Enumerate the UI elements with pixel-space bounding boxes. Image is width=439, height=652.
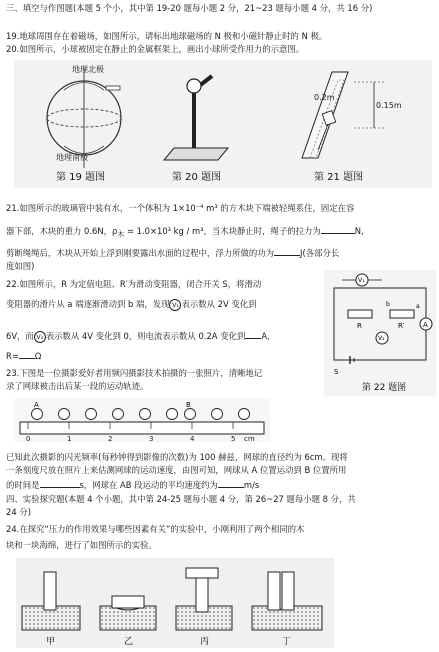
q21-l3b: J(各部分长 — [300, 248, 340, 258]
v1-symbol: V₁ — [169, 299, 181, 311]
experiment-jia — [22, 572, 80, 630]
q22-l2a: 变阻器的滑片从 a 端逐渐滑动到 b 端，发现 — [6, 299, 170, 309]
v2-label: V₂ — [378, 335, 385, 342]
resistor-rprime — [390, 310, 414, 318]
v1-label: V₁ — [358, 277, 365, 284]
q23-line5 — [6, 478, 259, 491]
ruler-drawing — [14, 398, 270, 442]
circuit-drawing — [324, 270, 436, 396]
q22-blank-1[interactable] — [245, 329, 261, 339]
figure-19-21-drawing — [14, 60, 432, 188]
switch-label: S — [334, 368, 339, 376]
len-02-label: 0.2m — [314, 93, 335, 102]
q23-l5b: s，网球在 AB 段运动的平均速度约为 — [79, 480, 218, 490]
q21-l3: 剪断绳绳后，木块从开始上浮到刚要露出水面的过程中，浮力所做的功为 — [6, 248, 274, 258]
q22-l4a: R= — [6, 351, 19, 361]
tennis-balls — [32, 409, 250, 420]
slider-a-label: a — [416, 303, 420, 310]
q22-line2 — [6, 299, 257, 311]
q23-blank-2[interactable] — [218, 478, 244, 488]
tick-1: 1 — [67, 435, 72, 442]
q21-line1: 21.如图所示的玻璃管中装有水，一个体积为 1×10⁻⁴ m³ 的方木块下端被轻绳系住，固定在容 — [6, 203, 355, 213]
label-bing: 丙 — [200, 637, 210, 647]
figure-22 — [324, 270, 436, 396]
figure-23-ruler — [14, 398, 270, 442]
q21-line2 — [6, 224, 364, 239]
q22-line4 — [6, 349, 41, 362]
q22-l3c: A， — [261, 331, 276, 341]
experiment-bing — [176, 568, 232, 630]
q23-l5c: m/s — [243, 480, 260, 490]
q22-l4b: Ω — [34, 351, 42, 361]
tick-2: 2 — [108, 435, 113, 442]
q22-line1: 22.如图所示，R 为定值电阻、R′为滑动变阻器，闭合开关 S，将滑动 — [6, 279, 262, 289]
ruler-unit: cm — [244, 435, 255, 442]
caption-22: 第 22 题图 — [362, 383, 407, 393]
q21-line3 — [6, 246, 339, 259]
experiment-yi — [100, 596, 156, 630]
frame-base — [164, 148, 228, 160]
ammeter-label: A — [423, 321, 428, 329]
ball — [187, 79, 201, 93]
ball-b-label: B — [186, 401, 191, 409]
earth-north-label: 地理北极 — [72, 65, 104, 74]
q24-line1: 24.在探究“压力的作用效果与哪些因素有关”的实验中，小刚利用了两个相同的木 — [6, 524, 305, 534]
figure-19-21 — [14, 60, 432, 188]
tick-3: 3 — [149, 435, 154, 442]
q23-line1: 23.下图是一位摄影爱好者用频闪摄影技术拍摄的一张照片，清晰地记 — [6, 368, 263, 378]
ruler-body — [20, 422, 264, 434]
q23-line2: 录了网球被击出后某一段的运动轨迹。 — [6, 381, 149, 391]
tick-5: 5 — [231, 435, 236, 442]
q24-line2: 块和一块海绵，进行了如图所示的实验。 — [6, 540, 157, 550]
section4-header2: 24 分) — [6, 507, 31, 517]
q23-l5a: 的时间是 — [6, 480, 40, 490]
v2-symbol: V₂ — [34, 331, 46, 343]
q21-l2a: 器下部，木块的重力 0.6N，ρ — [6, 226, 118, 236]
label-yi: 乙 — [124, 637, 134, 647]
r-label: R — [357, 322, 362, 330]
q23-line3: 已知此次摄影的闪光频率(每秒钟得到影像的次数)为 100 赫兹，网球的直径约为 6cm。现将 — [6, 452, 348, 462]
q21-line4: 度如图) — [6, 261, 35, 271]
q22-line3 — [6, 329, 275, 343]
label-jia: 甲 — [46, 637, 56, 647]
q23-line4: 一条刻度尺放在照片上来估测网球的运动速度，由图可知，网球从 A 位置运动到 B 位置所用 — [6, 465, 347, 475]
experiment-ding — [252, 572, 322, 630]
q22-blank-2[interactable] — [19, 349, 35, 359]
earth-south-label: 地理南极 — [56, 153, 88, 162]
slider-b-label: b — [386, 301, 390, 308]
q22-l3b: 表示数从 4V 变化到 0，则电流表示数从 0.2A 变化到 — [45, 331, 246, 341]
q21-blank-2[interactable] — [274, 246, 300, 256]
tick-4: 4 — [190, 435, 195, 442]
q21-l2d: N, — [354, 226, 364, 236]
q20-text: 20.如图所示，小球被固定在静止的金属框架上，画出小球所受作用力的示意图。 — [6, 44, 305, 54]
q22-l2b: 表示数从 2V 变化到 — [181, 299, 257, 309]
section4-header: 四、实验探究题(本题 4 个小题，其中第 24-25 题每小题 4 分，第 26~27 题每小题 8 分，共 — [6, 494, 356, 504]
caption-21: 第 21 题图 — [314, 172, 364, 183]
q21-rho-sub: 木 — [117, 230, 125, 239]
resistor-r — [348, 310, 372, 318]
q19-text: 19.地球周围存在着磁场，如图所示，请标出地球磁场的 N 极和小磁针静止时的 N 极。 — [6, 31, 328, 41]
len-015-label: 0.15m — [376, 101, 402, 110]
q21-l2c: = 1.0×10³ kg / m³，当木块静止时，绳子的拉力为 — [124, 226, 321, 236]
caption-19: 第 19 题图 — [56, 172, 106, 183]
label-ding: 丁 — [282, 637, 292, 647]
figure-24 — [16, 558, 334, 648]
sponge-drawing — [16, 558, 334, 648]
q23-blank-1[interactable] — [40, 478, 80, 488]
rprime-label: R′ — [398, 322, 405, 330]
ball-a-label: A — [34, 401, 39, 409]
section3-header: 三、填空与作图题(本题 5 个小，其中第 19-20 题每小题 2 分，21~23 题每小题 4 分，共 16 分) — [6, 3, 373, 13]
compass-needle — [106, 86, 120, 90]
q22-l3a: 6V，而 — [6, 331, 34, 341]
tick-0: 0 — [26, 435, 31, 442]
q21-blank-1[interactable] — [321, 224, 355, 234]
caption-20: 第 20 题图 — [172, 172, 222, 183]
